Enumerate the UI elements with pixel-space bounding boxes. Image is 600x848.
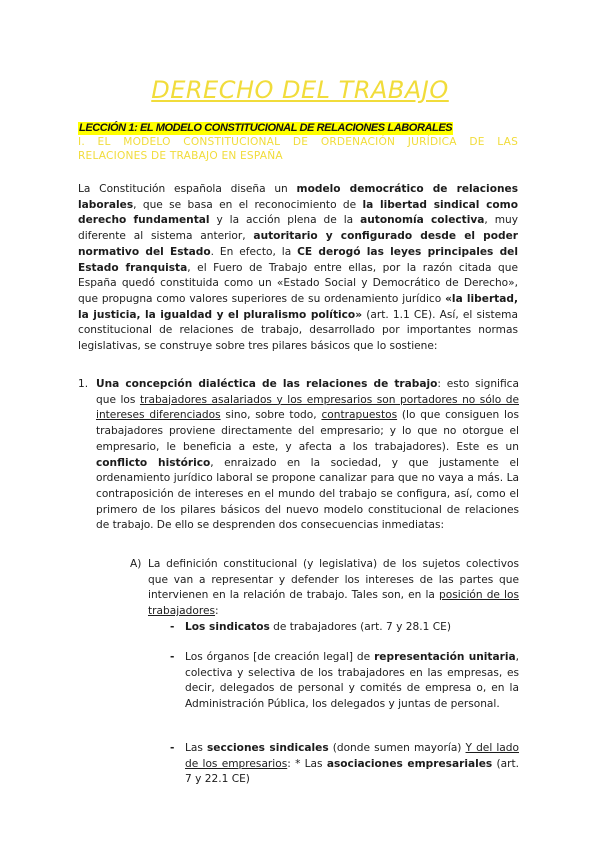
list-letter: A)	[130, 558, 142, 570]
bullet-item: - Los sindicatos de trabajadores (art. 7 y 28.1 CE)	[185, 620, 519, 636]
sub-point-a	[130, 557, 519, 620]
sub-point-a-text: La definición constitucional (y legislativa) de los sujetos colectivos que van a representar y defender los intereses de las partes que intervienen en la relación de trabajo. Tales son, en la posición de los trabajadores:	[148, 558, 519, 618]
intro-paragraph: La Constitución española diseña un modelo democrático de relaciones laborales, que se basa en el reconocimiento de la libertad sindical como derecho fundamental y la acción plena de la autonomía colectiva, muy diferente al sistema anterior, autoritario y configurado desde el poder normativo del Estado. En efecto, la CE derogó las leyes principales del Estado franquista, el Fuero de Trabajo entre ellas, por la razón citada que España quedó constituida como un «Estado Social y Democrático de Derecho», que propugna como valores superiores de su ordenamiento jurídico «la libertad, la justicia, la igualdad y el pluralismo político» (art. 1.1 CE). Así, el sistema constitucional de relaciones de trabajo, desarrollado por importantes normas legislativas, se construye sobre tres pilares básicos que lo sostiene:	[78, 183, 519, 353]
lesson-heading: LECCIÓN 1: EL MODELO CONSTITUCIONAL DE RELACIONES LABORALES	[79, 122, 453, 134]
bullet-item: - Las secciones sindicales (donde sumen mayoría) Y del lado de los empresarios: * Las asociaciones empresariales (art. 7 y 22.1 CE)	[170, 742, 520, 786]
bullet-item: - Los órganos [de creación legal] de representación unitaria, colectiva y selectiva de los trabajadores en las empresas, es decir, delegados de personal y comités de empresa o, en la Administración Pública, los delegados y juntas de personal.	[170, 651, 519, 711]
section-subtitle: I. EL MODELO CONSTITUCIONAL DE ORDENACIÓN JURÍDICA DE LAS RELACIONES DE TRABAJO EN ESPAÑA	[78, 136, 518, 162]
bullet-dash: -	[170, 621, 175, 633]
bullet-dash: -	[170, 651, 175, 663]
bullet-dash: -	[170, 742, 175, 754]
point-1-text: Una concepción dialéctica de las relaciones de trabajo: esto significa que los trabajadores asalariados y los empresarios son portadores no sólo de intereses diferenciados sino, sobre todo, contrapuestos (lo que consiguen los trabajadores proviene directamente del empresario; y lo que no otorgue el empresario, le beneficia a este, y afecta a los trabajadores). Este es un conflicto histórico, enraizado en la sociedad, y que justamente el ordenamiento jurídico laboral se propone canalizar para que no vaya a más. La contraposición de intereses en el mundo del trabajo se configura, así, como el primero de los pilares básicos del nuevo modelo constitucional de relaciones de trabajo. De ello se desprenden dos consecuencias inmediatas:	[96, 378, 520, 532]
list-number: 1.	[78, 378, 89, 390]
document-title: DERECHO DEL TRABAJO	[151, 76, 449, 104]
numbered-point-1	[78, 377, 520, 534]
